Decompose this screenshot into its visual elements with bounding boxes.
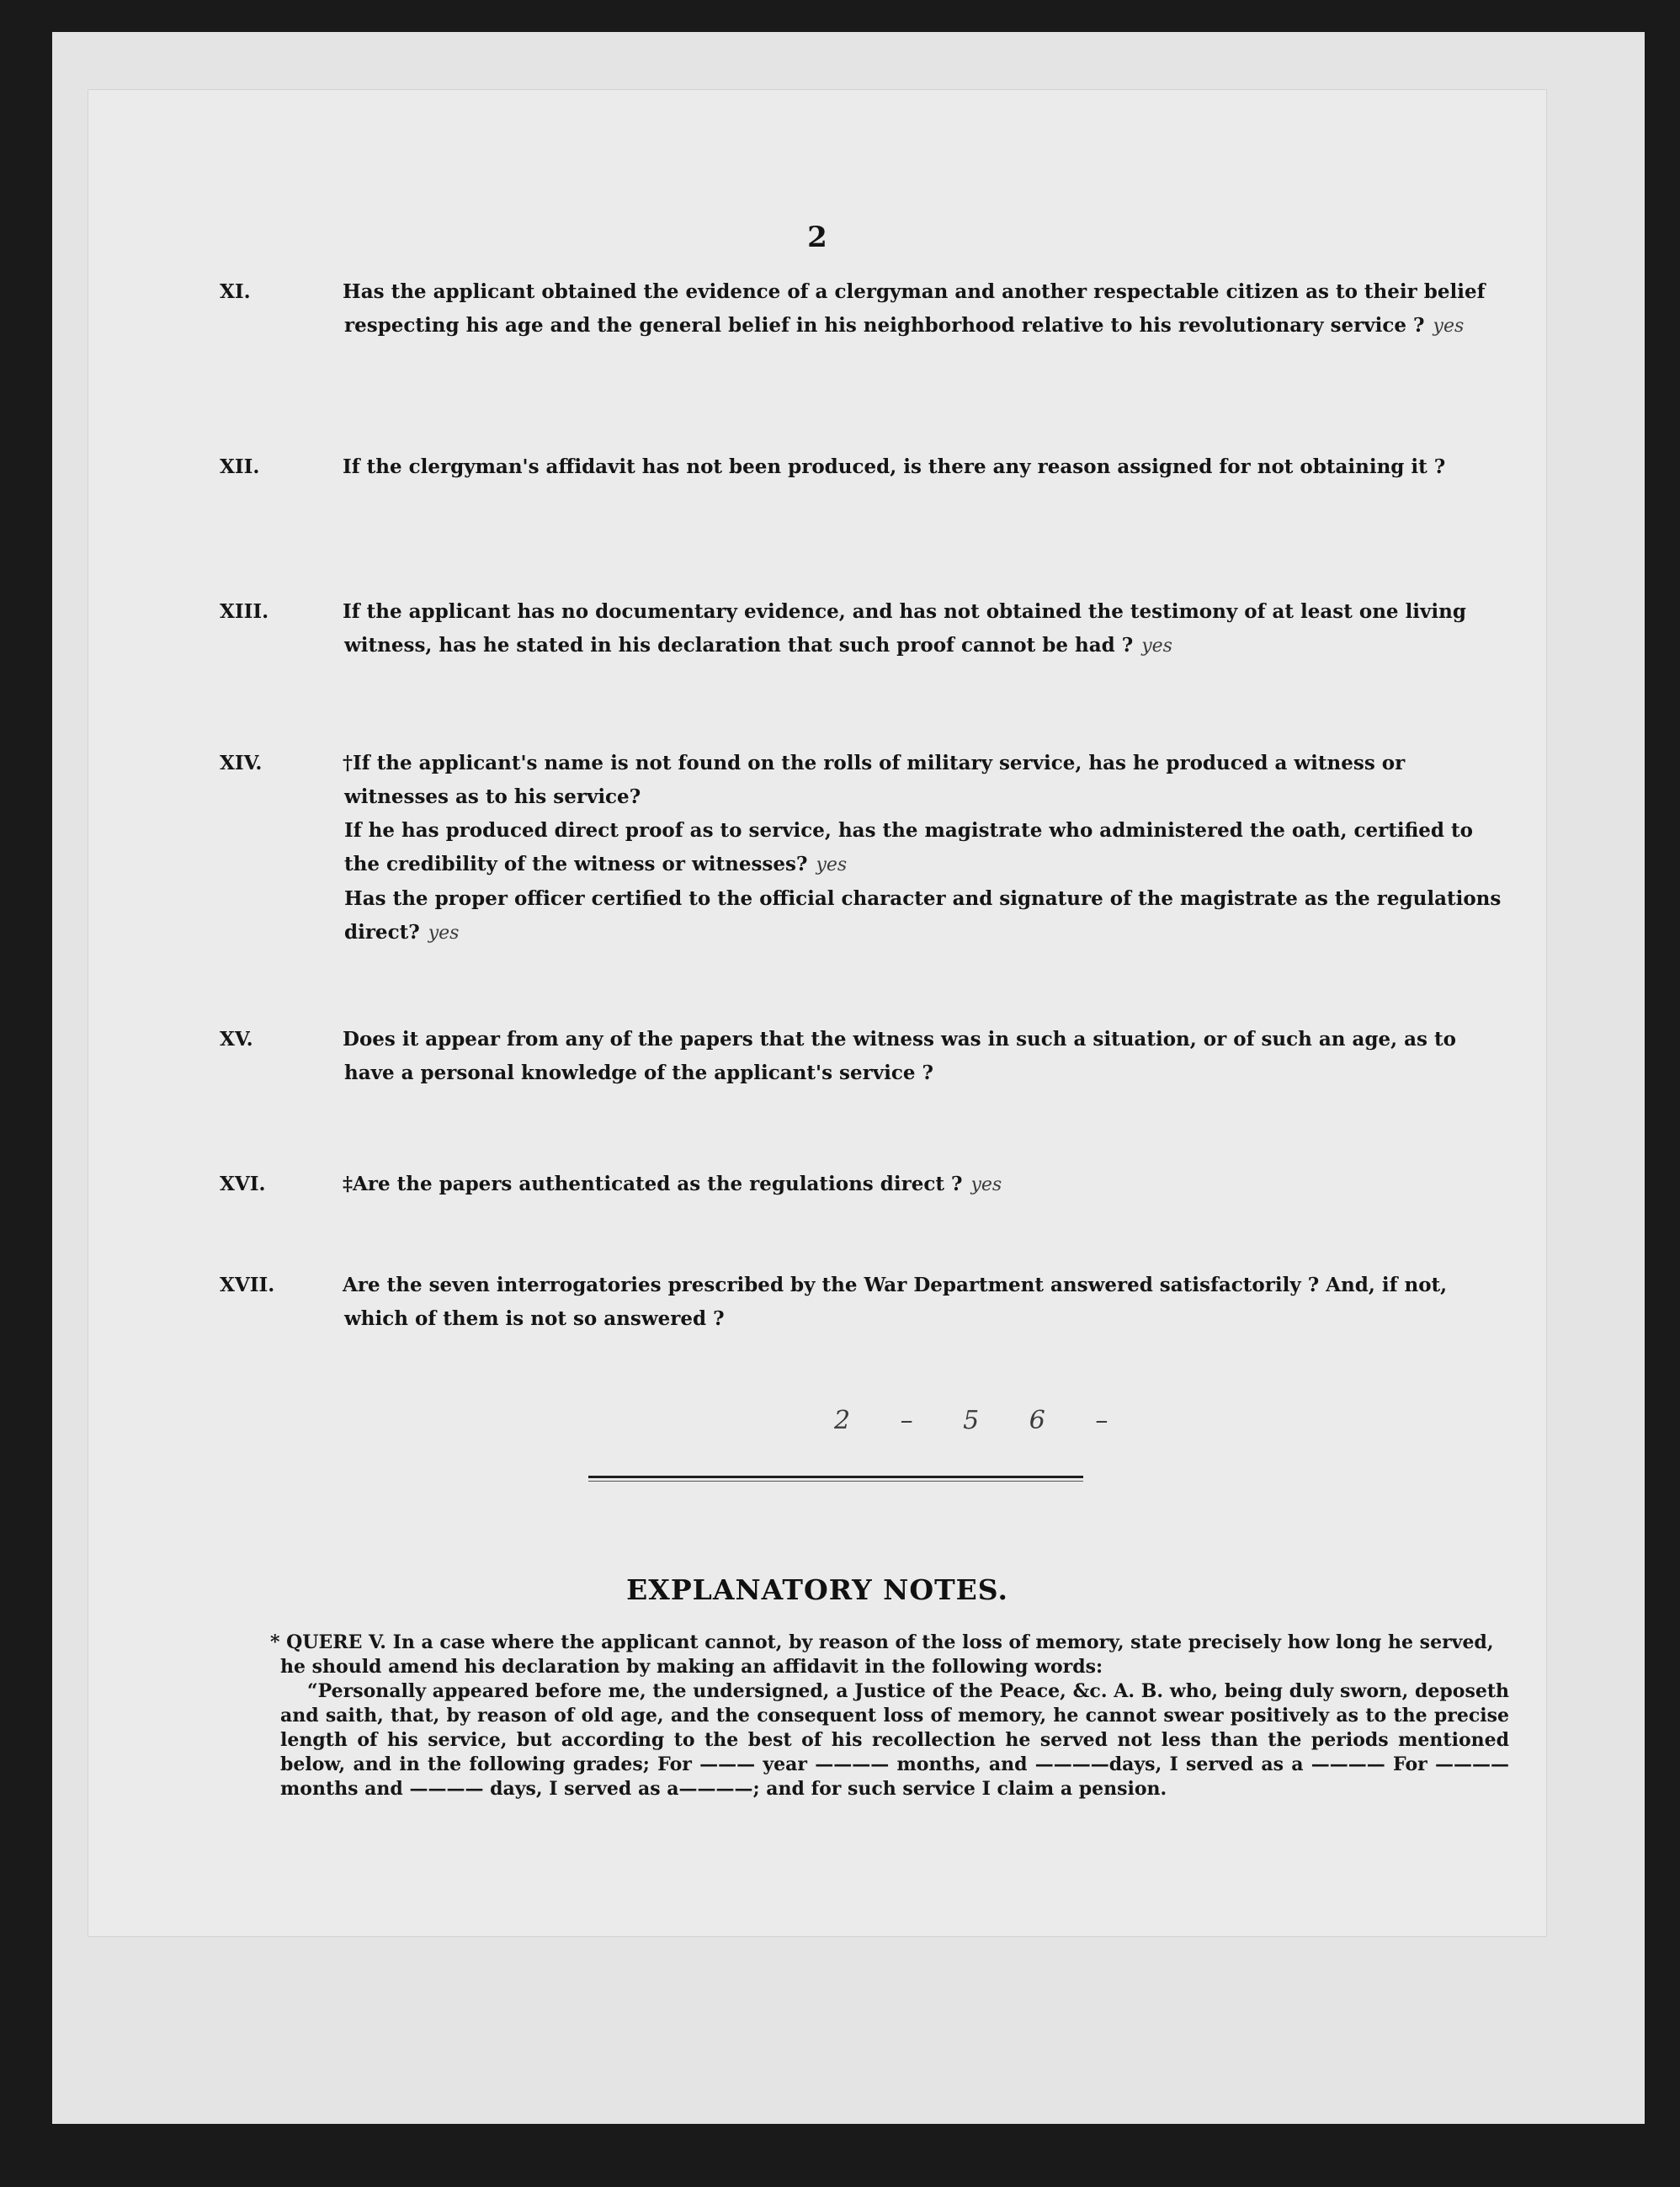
question-xiii-text: XIII. If the applicant has no documentary evidence, and has not obtained the testimony of at least one living witness, has he stated in his declaration that such proof cannot be had ? yes [344, 595, 1502, 663]
question-xiii [220, 595, 1502, 663]
question-xi-text: XI. Has the applicant obtained the evidence of a clergyman and another respectable citizen as to their belief respecting his age and the general belief in his neighborhood relative to his revolutionary service ? yes [344, 275, 1502, 343]
section-divider-thin [588, 1481, 1083, 1482]
question-xvii-text: XVII. Are the seven interrogatories prescribed by the War Department answered satisfactorily ? And, if not, which of them is not so answered ? [344, 1269, 1502, 1336]
notes-query-v [270, 1631, 1509, 1679]
question-xi [220, 275, 1502, 343]
question-xvi-text: XVI. ‡Are the papers authenticated as the regulations direct ? yes [344, 1168, 1502, 1202]
handwritten-answer: yes [970, 1174, 1002, 1195]
affidavit-form-text: “Personally appeared before me, the undersigned, a Justice of the Peace, &c. A. B. who, being duly sworn, deposeth and saith, that, by reason of old age, and the consequent loss of memory, he cannot swear positively as to the precise length of his service, but according to the best of his recollection he served not less than the periods mentioned below, and in the following grades; For ——— year ———— months, and ————days, I served as a ———— For ———— months and ———— days, I served as a————; and for such service I claim a pension. [280, 1680, 1509, 1800]
question-xv [220, 1023, 1502, 1090]
question-number: XIV. [220, 752, 263, 774]
handwritten-answer: yes [816, 854, 848, 875]
notes-label: * QUERE V. [270, 1631, 386, 1653]
handwritten-answer: yes [428, 923, 460, 944]
document-sheet [88, 90, 1546, 1936]
question-xii-text: XII. If the clergyman's affidavit has not been produced, is there any reason assigned for not obtaining it ? [344, 450, 1502, 484]
section-divider [588, 1476, 1083, 1478]
question-number: XIII. [220, 600, 269, 623]
notes-title: EXPLANATORY NOTES. [626, 1573, 1008, 1606]
question-xvii [220, 1269, 1502, 1336]
question-number: XVII. [220, 1274, 275, 1296]
notes-text: In a case where the applicant cannot, by reason of the loss of memory, state precisely how long he served, he should amend his declaration by making an affidavit in the following words: [280, 1631, 1494, 1678]
question-number: XI. [220, 280, 251, 303]
question-number: XII. [220, 455, 260, 478]
question-xv-text: XV. Does it appear from any of the papers that the witness was in such a situation, or of such an age, as to have a personal knowledge of the applicant's service ? [344, 1023, 1502, 1090]
question-xiv-subquestion: Has the proper officer certified to the official character and signature of the magistrate as the regulations direct? yes [344, 887, 1502, 944]
question-xiv [220, 747, 1502, 950]
question-xii [220, 450, 1502, 484]
question-xiv-text: XIV. †If the applicant's name is not found on the rolls of military service, has he produced a witness or witnesses as to his service? [344, 747, 1502, 814]
explanatory-notes [270, 1631, 1509, 1801]
handwritten-answer: yes [1433, 316, 1465, 337]
question-xvi [220, 1168, 1502, 1202]
handwritten-answer: yes [1141, 636, 1172, 657]
question-xiv-subquestion: If he has produced direct proof as to service, has the magistrate who administered the oath, certified to the credibility of the witness or witnesses? yes [344, 819, 1473, 875]
page-number: 2 [807, 221, 827, 254]
question-number: XV. [220, 1028, 253, 1051]
handwritten-query-numbers: 2 – 5 6 – [834, 1406, 1108, 1435]
question-number: XVI. [220, 1173, 266, 1195]
